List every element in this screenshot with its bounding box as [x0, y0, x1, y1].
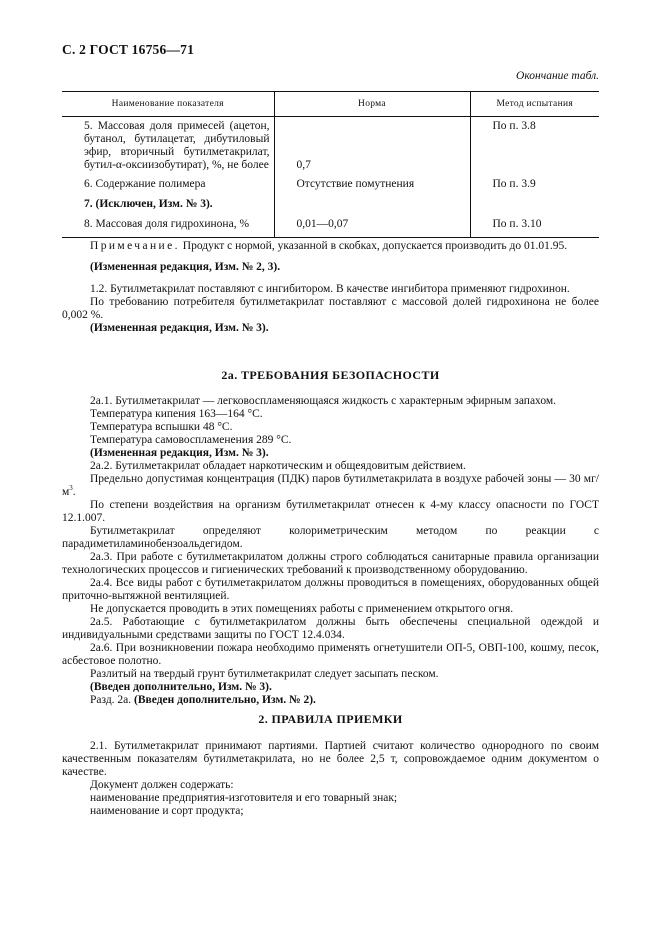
paragraph-text: 2а.6. При возникновении пожара необходимо применять огнетушители ОП-5, ОВП-100, кошму, песок, асбестовое полотно. [62, 642, 599, 667]
amendment-text: (Измененная редакция, Изм. № 2, 3). [90, 261, 281, 273]
row-name: 8. Массовая доля гидрохинона, % [62, 211, 274, 238]
specs-table [62, 91, 599, 238]
section-2-body [62, 740, 599, 818]
paragraph-text [62, 473, 599, 499]
table-row [62, 191, 599, 211]
column-header-method: Метод испытания [470, 92, 599, 117]
page-header: С. 2 ГОСТ 16756—71 [62, 42, 195, 57]
paragraph-text [62, 694, 599, 707]
amendment-text: (Введен дополнительно, Изм. № 3). [90, 681, 272, 693]
amendment-text: (Измененная редакция, Изм. № 3). [90, 322, 269, 334]
paragraph-text: наименование и сорт продукта; [90, 805, 244, 817]
paragraph-text: Температура самовоспламенения 289 °С. [90, 434, 292, 446]
paragraph-text: 2а.2. Бутилметакрилат обладает наркотическим и общеядовитым действием. [90, 460, 466, 472]
paragraph-text: 2а.5. Работающие с бутилметакрилатом должны быть обеспечены специальной одеждой и индивидуальными средствами защиты по ГОСТ 12.4.034. [62, 616, 599, 641]
paragraph-text: Документ должен содержать: [90, 779, 234, 791]
paragraph-text: Разлитый на твердый грунт бутилметакрилат следует засыпать песком. [90, 668, 439, 680]
table-header-row [62, 92, 599, 117]
table-note [62, 240, 599, 253]
column-header-name: Наименование показателя [62, 92, 274, 117]
note-label: Примечание. [90, 240, 180, 252]
paragraph-text: Бутилметакрилат определяют колориметрическим методом по реакции с парадиметиламинобензоальдегидом. [62, 525, 599, 550]
paragraph-1-2 [62, 283, 599, 335]
column-header-norm: Норма [274, 92, 470, 117]
row-method [470, 191, 599, 211]
amendment-note [62, 261, 599, 274]
pdk-text: Предельно допустимая концентрация (ПДК) паров бутилметакрилата в воздухе рабочей зоны — 30 мг/м [62, 473, 599, 498]
paragraph-text: 2а.1. Бутилметакрилат — легковоспламеняющаяся жидкость с характерным эфирным запахом. [90, 395, 557, 407]
row-name: 6. Содержание полимера [84, 178, 206, 190]
section-2a-body [62, 395, 599, 707]
paragraph-text: Температура вспышки 48 °С. [90, 421, 233, 433]
row-method: По п. 3.10 [470, 211, 599, 238]
section-2-title: 2. ПРАВИЛА ПРИЕМКИ [258, 712, 403, 726]
table-row [62, 117, 599, 173]
row-norm [274, 191, 470, 211]
table-caption: Окончание табл. [516, 70, 599, 82]
section-2a-title: 2а. ТРЕБОВАНИЯ БЕЗОПАСНОСТИ [221, 368, 440, 382]
paragraph-text: 2.1. Бутилметакрилат принимают партиями. Партией считают количество однородного по своим качественным показателям бутилметакрилата, но не более 2,5 т, сопровождаемое одним документом о качестве. [62, 740, 599, 778]
row-name: 5. Массовая доля примесей (ацетон, бутанол, бутилацетат, дибутиловый эфир, вторичный бутилметакрилат, бутил-α-оксиизобутират), %, не более [84, 120, 270, 171]
paragraph-text: 2а.4. Все виды работ с бутилметакрилатом должны проводиться в помещениях, оборудованных общей приточно-вытяжной вентиляцией. [62, 577, 599, 602]
section-ref: Разд. 2а. [90, 694, 135, 706]
amendment-text: (Введен дополнительно, Изм. № 2). [134, 694, 316, 706]
paragraph-text: 1.2. Бутилметакрилат поставляют с ингибитором. В качестве ингибитора применяют гидрохинон. [90, 283, 570, 295]
row-norm: 0,01—0,07 [274, 211, 470, 238]
paragraph-text: наименование предприятия-изготовителя и его товарный знак; [90, 792, 398, 804]
paragraph-text: По степени воздействия на организм бутилметакрилат отнесен к 4-му классу опасности по ГОСТ 12.1.007. [62, 499, 599, 524]
paragraph-text: 2а.3. При работе с бутилметакрилатом должны строго соблюдаться санитарные правила организации технологических процессов и гигиенических требований к производственному оборудованию. [62, 551, 599, 576]
row-norm: 0,7 [274, 117, 470, 173]
table-row [62, 172, 599, 191]
row-name: 7. (Исключен, Изм. № 3). [84, 198, 213, 210]
row-method: По п. 3.8 [470, 117, 599, 173]
paragraph-text: Температура кипения 163—164 °С. [90, 408, 263, 420]
pdk-end: . [72, 486, 76, 498]
row-norm: Отсутствие помутнения [274, 172, 470, 191]
amendment-text: (Измененная редакция, Изм. № 3). [90, 447, 269, 459]
paragraph-text: Не допускается проводить в этих помещениях работы с применением открытого огня. [90, 603, 514, 615]
table-row [62, 211, 599, 238]
row-method: По п. 3.9 [470, 172, 599, 191]
unit-superscript: 3 [69, 484, 73, 493]
note-text: Продукт с нормой, указанной в скобках, допускается производить до 01.01.95. [179, 240, 568, 252]
paragraph-text: По требованию потребителя бутилметакрилат поставляют с массовой долей гидрохинона не более 0,002 %. [62, 296, 599, 321]
